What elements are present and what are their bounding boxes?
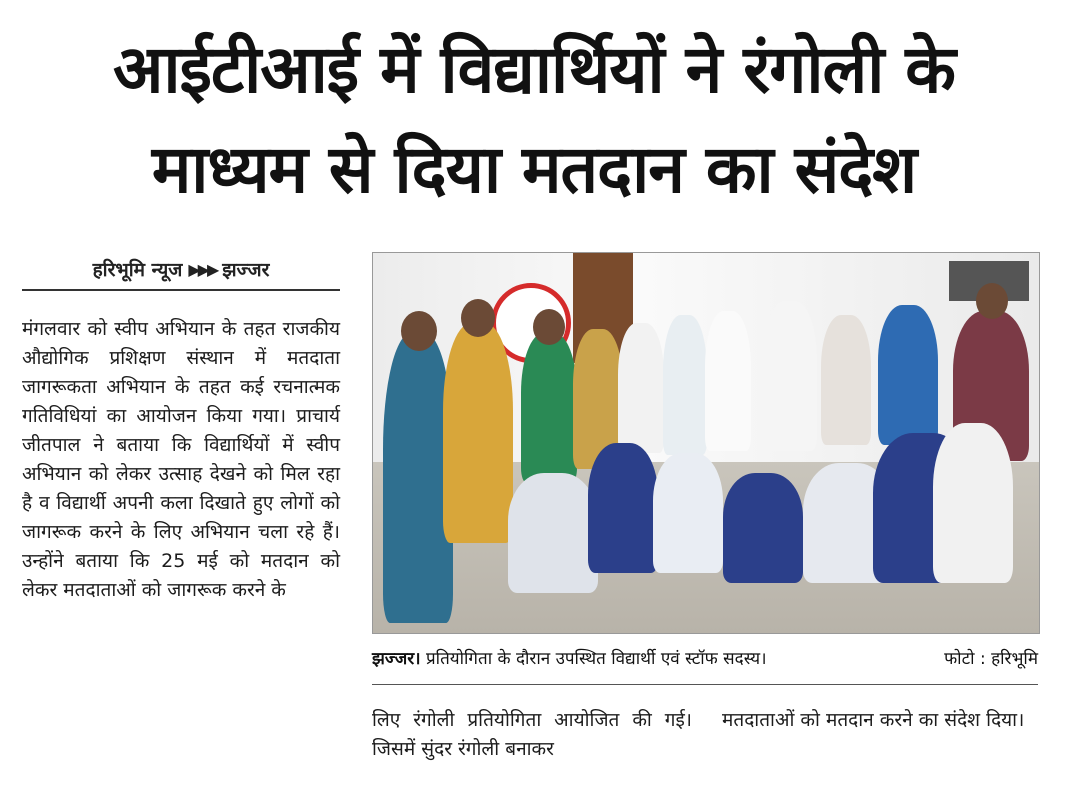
news-photo	[372, 252, 1040, 634]
article-column-1: मंगलवार को स्वीप अभियान के तहत राजकीय औद्योगिक प्रशिक्षण संस्थान में मतदाता जागरूकता अभियान के तहत कई रचनात्मक गतिविधियां का आयोजन किया गया। प्राचार्य जीतपाल ने बताया कि विद्यार्थियों में स्वीप अभियान को लेकर उत्साह देखने को मिल रहा है व विद्यार्थी अपनी कला दिखाते हुए लोगों को जागरूक करने के लिए अभियान चला रहे हैं। उन्होंने बताया कि 25 मई को मतदान को लेकर मतदाताओं को जागरूक करने के	[22, 318, 340, 601]
person-head	[533, 309, 565, 345]
person-standing	[763, 301, 817, 451]
headline-line-2: माध्यम से दिया मतदान का संदेश	[151, 131, 917, 208]
byline-source: हरिभूमि न्यूज	[92, 259, 183, 281]
byline-arrow-icon: ▶▶▶	[188, 259, 217, 279]
caption-divider	[372, 684, 1038, 685]
person-standing	[443, 323, 513, 543]
caption-place: झज्जर।	[372, 649, 421, 669]
article-column-2: लिए रंगोली प्रतियोगिता आयोजित की गई। जिसमें सुंदर रंगोली बनाकर	[372, 709, 692, 760]
photo-caption	[372, 646, 1038, 669]
person-standing	[821, 315, 871, 445]
person-standing	[705, 311, 751, 451]
person-standing	[618, 323, 664, 453]
photo-credit: फोटो : हरिभूमि	[944, 649, 1038, 669]
student-seated	[588, 443, 658, 573]
article-column-3: मतदाताओं को मतदान करने का संदेश दिया।	[722, 709, 1025, 731]
student-seated	[723, 473, 803, 583]
byline	[22, 256, 340, 282]
person-head	[976, 283, 1008, 319]
caption-text: प्रतियोगिता के दौरान उपस्थित विद्यार्थी एवं स्टॉफ सदस्य।	[426, 649, 767, 669]
headline-line-1: आईटीआई में विद्यार्थियों ने रंगोली के	[113, 31, 955, 108]
student-seated	[933, 423, 1013, 583]
byline-divider	[22, 289, 340, 291]
person-standing	[521, 333, 577, 483]
student-seated	[508, 473, 598, 593]
person-head	[461, 299, 495, 337]
person-standing	[878, 305, 938, 445]
person-standing	[663, 315, 707, 455]
person-head	[401, 311, 437, 351]
student-seated	[653, 453, 723, 573]
byline-place: झज्जर	[222, 259, 270, 281]
